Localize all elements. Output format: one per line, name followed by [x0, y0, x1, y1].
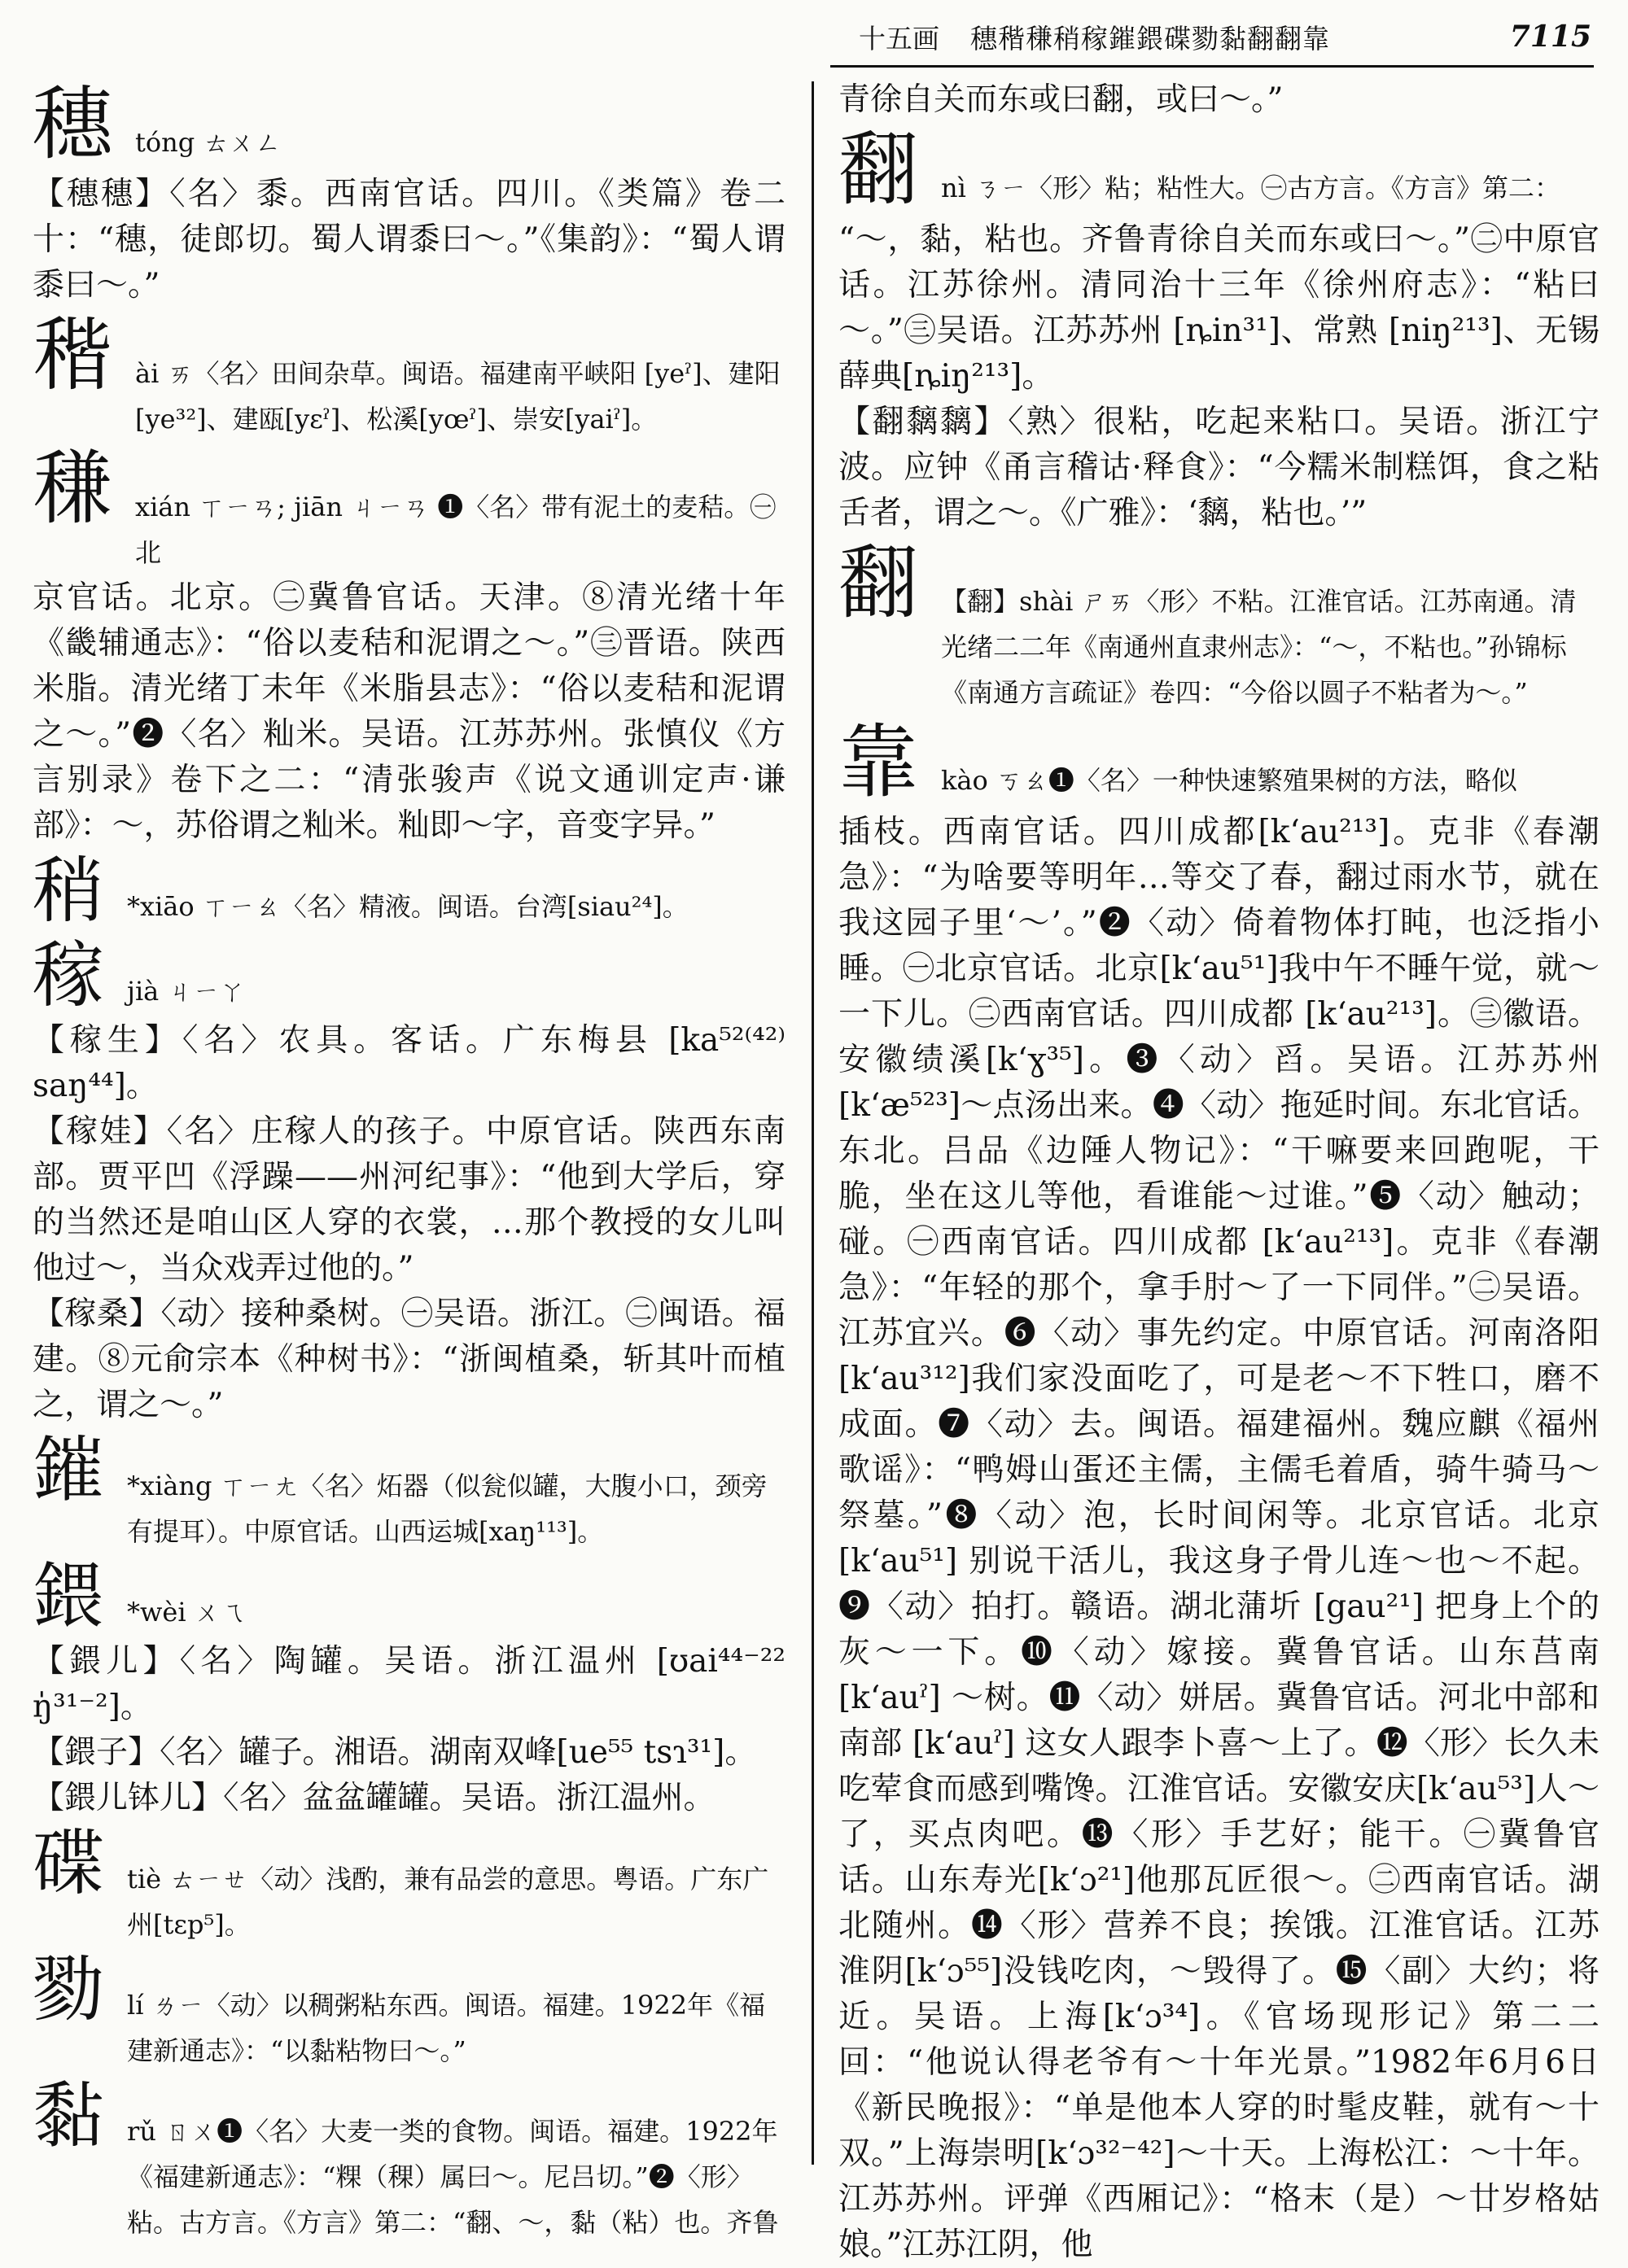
entry — [33, 1821, 786, 1947]
pronunciation: nì ㄋㄧ〈形〉粘；粘性大。㊀古方言。《方言》第二： — [941, 173, 1561, 203]
headword: 碟 — [33, 1821, 105, 1905]
entry-text: ài ㄞ〈名〉田间杂草。闽语。福建南平峡阳 [yeˀ]、建阳[ye³²]、建瓯[yɛˀ]、松溪[yœˀ]、崇安[yaiˀ]。 — [135, 358, 781, 435]
continued-text — [838, 77, 1600, 123]
headword: 鏙 — [33, 1428, 105, 1512]
entry — [33, 442, 786, 849]
stroke-section: 十五画 — [859, 22, 939, 55]
pronunciation: xián ㄒㄧㄢ; jiān ㄐㄧㄢ ❶〈名〉带有泥土的麦秸。㊀北 — [135, 492, 777, 568]
entry-text: 插枝。西南官话。四川成都[k‘au²¹³]。克非《春潮急》：“为啥要等明年…等交了春，翻过雨水节，就在我这园子里‘～’。”❷〈动〉倚着物体打盹，也泛指小睡。㊀北京官话。北京[k‘au⁵¹]我中午不睡午觉，就～一下儿。㊁西南官话。四川成都 [k‘au²¹³]。㊂徽语。安徽绩溪[k‘ɣ³⁵]。❸〈动〉舀。吴语。江苏苏州[k‘æ⁵²³]～点汤出来。❹〈动〉拖延时间。东北官话。东北。吕品《边陲人物记》：“干嘛要来回跑呢，干脆，坐在这儿等他，看谁能～过谁。”❺〈动〉触动；碰。㊀西南官话。四川成都 [k‘au²¹³]。克非《春潮急》：“年轻的那个，拿手肘～了一下同伴。”㊁吴语。江苏宜兴。❻〈动〉事先约定。中原官话。河南洛阳[k‘au³¹²]我们家没面吃了，可是老～不下牲口，磨不成面。❼〈动〉去。闽语。福建福州。魏应麒《福州歌谣》：“鸭姆山蛋还主儒，主儒毛着盾，骑牛骑马～祭墓。”❽〈动〉泡，长时间闲等。北京官话。北京 [k‘au⁵¹] 别说干活儿，我这身子骨儿连～也～不起。❾〈动〉拍打。赣语。湖北蒲圻 [gau²¹] 把身上个的灰～一下。❿〈动〉嫁接。冀鲁官话。山东莒南[k‘auˀ] ～树。⓫〈动〉姘居。冀鲁官话。河北中部和南部 [k‘auˀ] 这女人跟李卜喜～上了。⓬〈形〉长久未吃荤食而感到嘴馋。江淮官话。安徽安庆[k‘au⁵³]人～了，买点肉吧。⓭〈形〉手艺好；能干。㊀冀鲁官话。山东寿光[k‘ɔ²¹]他那瓦匠很～。㊁西南官话。湖北随州。⓮〈形〉营养不良；挨饿。江淮官话。江苏淮阴[k‘ɔ⁵⁵]没钱吃肉，～毁得了。⓯〈副〉大约；将近。吴语。上海[k‘ɔ³⁴]。《官场现形记》第二二回：“他说认得老爷有～十年光景。”1982年6月6日《新民晚报》：“单是他本人穿的时髦皮鞋，就有～十双。”上海崇明[k‘ɔ³²⁻⁴²]～十天。上海松江：～十年。江苏苏州。评弹《西厢记》：“格末（是）～廿岁格姑娘。”江苏江阴，他 — [838, 814, 1600, 2263]
entry — [838, 536, 1600, 715]
left-column — [33, 77, 786, 2245]
subentry: 【鍡子】〈名〉罐子。湘语。湖南双峰[ue⁵⁵ tsɿ³¹]。 — [33, 1734, 757, 1771]
pronunciation: jià ㄐㄧㄚ — [127, 976, 246, 1007]
headword: 穗 — [33, 78, 113, 171]
entry — [33, 308, 786, 442]
entry — [838, 123, 1600, 536]
header-characters: 穗稭稴稍稼鏙鍡碟勠黏翻翻靠 — [970, 22, 1330, 55]
entry-text: tiè ㄊㄧㄝ〈动〉浅酌，兼有品尝的意思。粤语。广东广州[tɛp⁵]。 — [127, 1864, 769, 1940]
pronunciation: kào ㄎㄠ❶〈名〉一种快速繁殖果树的方法，略似 — [941, 765, 1517, 796]
headword: 翻 — [838, 537, 919, 630]
headword: 靠 — [838, 716, 919, 809]
entry — [33, 849, 786, 933]
entry-text: *xiāo ㄒㄧㄠ〈名〉精液。闽语。台湾[siau²⁴]。 — [127, 891, 689, 922]
headword: 黏 — [33, 2074, 105, 2157]
pronunciation: *wèi ㄨㄟ — [127, 1597, 247, 1628]
entry — [33, 1428, 786, 1554]
headword: 稭 — [33, 309, 113, 402]
entry — [33, 77, 786, 308]
headword: 翻 — [838, 124, 919, 216]
headword: 勠 — [33, 1947, 105, 2031]
entry-text: rǔ ㄖㄨ❶〈名〉大麦一类的食物。闽语。福建。1922年《福建新通志》：“粿（稞）属曰～。尼吕切。”❷〈形〉粘。古方言。《方言》第二：“翻、～，黏（粘）也。齐鲁 — [127, 2116, 779, 2238]
pronunciation: tóng ㄊㄨㄥ — [135, 127, 282, 158]
entry — [33, 1554, 786, 1821]
headword: 稍 — [33, 849, 105, 933]
column-divider — [812, 81, 814, 2165]
entry-text: 【翻】shài ㄕㄞ〈形〉不粘。江淮官话。江苏南通。清光绪二二年《南通州直隶州志》：“～，不粘也。”孙锦标《南通方言疏证》卷四：“今俗以圆子不粘者为～。” — [941, 586, 1577, 708]
subentry: 【稼桑】〈动〉接种桑树。㊀吴语。浙江。㊁闽语。福建。⑧元俞宗本《种树书》：“浙闽植桑，斩其叶而植之，谓之～。” — [33, 1296, 786, 1423]
entry — [33, 933, 786, 1428]
subentry: 【鍡儿】〈名〉陶罐。吴语。浙江温州 [ʊai⁴⁴⁻²² ŋ̍³¹⁻²]。 — [33, 1643, 786, 1725]
page-number: 7115 — [1509, 20, 1591, 54]
subentry: 【鍡儿钵儿】〈名〉盆盆罐罐。吴语。浙江温州。 — [33, 1780, 716, 1816]
entry-text: 青徐自关而东或曰翻，或曰～。” — [838, 81, 1284, 118]
subentry: 【翻黐黐】〈熟〉很粘，吃起来粘口。吴语。浙江宁波。应钟《甬言稽诂·释食》：“今糯米制糕饵，食之粘舌者，谓之～。《广雅》：‘黐，粘也。’” — [838, 404, 1600, 531]
entry — [33, 2074, 786, 2245]
headword: 稼 — [33, 933, 105, 1017]
entry-text: 京官话。北京。㊁冀鲁官话。天津。⑧清光绪十年《畿辅通志》：“俗以麦秸和泥谓之～。”㊂晋语。陕西米脂。清光绪丁未年《米脂县志》：“俗以麦秸和泥谓之～。”❷〈名〉籼米。吴语。江苏苏州。张慎仪《方言别录》卷下之二：“清张骏声《说文通训定声·谦部》：～，苏俗谓之籼米。籼即～字，音变字异。” — [33, 579, 786, 844]
headword: 稴 — [33, 443, 113, 535]
entry-text: 【穗穗】〈名〉黍。西南官话。四川。《类篇》卷二十：“穗，徒郎切。蜀人谓黍曰～。”《集韵》：“蜀人谓黍曰～。” — [33, 176, 786, 304]
subentry: 【稼生】〈名〉农具。客话。广东梅县 [ka⁵²⁽⁴²⁾ saŋ⁴⁴]。 — [33, 1022, 786, 1104]
entry-text: *xiàng ㄒㄧㄤ〈名〉炻器（似瓮似罐，大腹小口，颈旁有提耳）。中原官话。山西运城[xaŋ¹¹³]。 — [127, 1470, 768, 1547]
right-column — [838, 77, 1600, 2268]
entry — [33, 1947, 786, 2074]
entry-text: lí ㄌㄧ〈动〉以稠粥粘东西。闽语。福建。1922年《福建新通志》：“以黏粘物曰～。” — [127, 1990, 766, 2066]
headword: 鍡 — [33, 1554, 105, 1638]
entry-text: “～，黏，粘也。齐鲁青徐自关而东或曰～。”㊁中原官话。江苏徐州。清同治十三年《徐州府志》：“粘曰～。”㊂吴语。江苏苏州 [ȵin³¹]、常熟 [niŋ²¹³]、无锡薛典[ȵiŋ²¹³]。 — [838, 221, 1600, 395]
entry — [838, 715, 1600, 2268]
page-header — [859, 12, 1591, 61]
subentry: 【稼娃】〈名〉庄稼人的孩子。中原官话。陕西东南部。贾平凹《浮躁——州河纪事》：“他到大学后，穿的当然还是咱山区人穿的衣裳，…那个教授的女儿叫他过～，当众戏弄过他的。” — [33, 1113, 786, 1287]
header-rule — [830, 65, 1594, 68]
